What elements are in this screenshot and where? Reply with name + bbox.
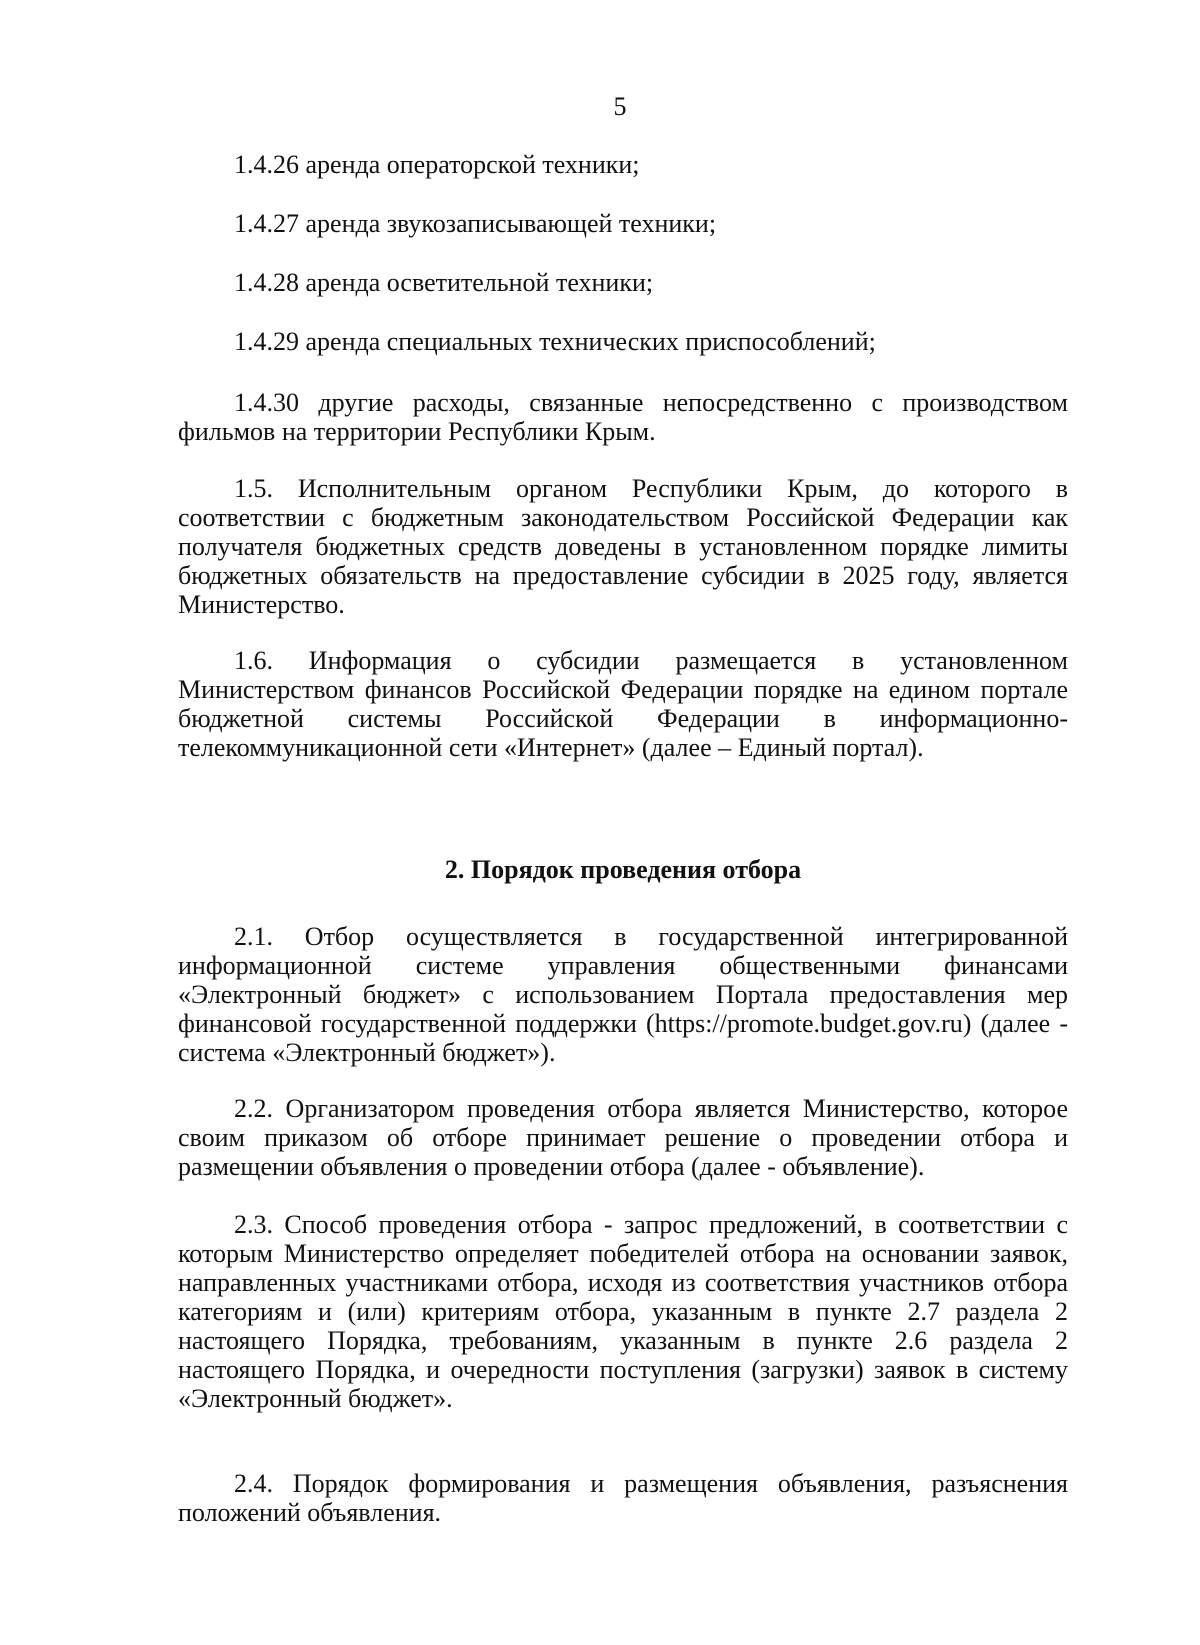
list-item-1-4-26: 1.4.26 аренда операторской техники; [234,150,640,179]
paragraph-2-2: 2.2. Организатором проведения отбора является Министерство, которое своим приказом об отборе принимает решение о проведении отбора и размещении объявления о проведении отбора (далее - объявление). [178,1094,1068,1181]
paragraph-2-4: 2.4. Порядок формирования и размещения объявления, разъяснения положений объявления. [178,1469,1068,1527]
paragraph-2-1: 2.1. Отбор осуществляется в государственной интегрированной информационной системе управления общественными финансами «Электронный бюджет» с использованием Портала предоставления мер финансовой государственной поддержки (https://promote.budget.gov.ru) (далее - система «Электронный бюджет»). [178,922,1068,1067]
paragraph-1-6: 1.6. Информация о субсидии размещается в установленном Министерством финансов Российской Федерации порядке на едином портале бюджетной системы Российской Федерации в информационно-телекоммуникационной сети «Интернет» (далее – Единый портал). [178,646,1068,762]
paragraph-2-3: 2.3. Способ проведения отбора - запрос предложений, в соответствии с которым Министерство определяет победителей отбора на основании заявок, направленных участниками отбора, исходя из соответствия участников отбора категориям и (или) критериям отбора, указанным в пункте 2.7 раздела 2 настоящего Порядка, требованиям, указанным в пункте 2.6 раздела 2 настоящего Порядка, и очередности поступления (загрузки) заявок в систему «Электронный бюджет». [178,1210,1068,1413]
list-item-1-4-29: 1.4.29 аренда специальных технических приспособлений; [234,327,876,356]
page-number: 5 [613,92,627,121]
paragraph-1-5: 1.5. Исполнительным органом Республики Крым, до которого в соответствии с бюджетным законодательством Российской Федерации как получателя бюджетных средств доведены в установленном порядке лимиты бюджетных обязательств на предоставление субсидии в 2025 году, является Министерство. [178,474,1068,619]
list-item-1-4-27: 1.4.27 аренда звукозаписывающей техники; [234,209,717,238]
list-item-1-4-28: 1.4.28 аренда осветительной техники; [234,268,654,297]
list-item-1-4-30: 1.4.30 другие расходы, связанные непосредственно с производством фильмов на территории Республики Крым. [178,388,1068,446]
section-title: 2. Порядок проведения отбора [444,855,802,884]
